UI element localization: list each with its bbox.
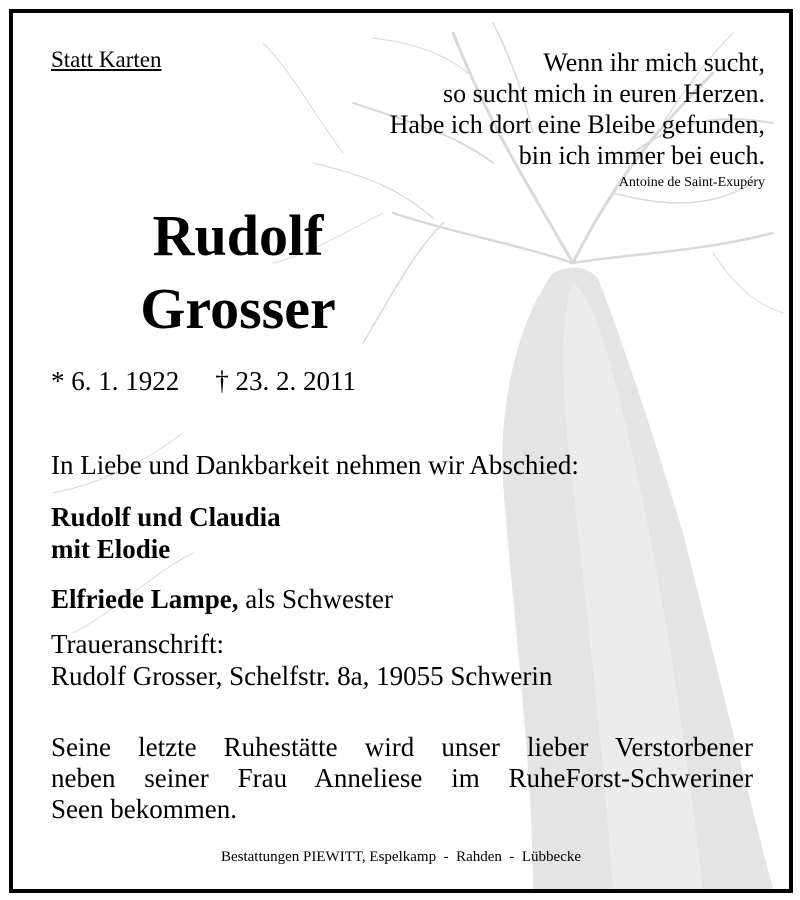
resting-place-line: Seine letzte Ruhestätte wird unser lieber Verstorbener: [51, 732, 753, 762]
birth-date: * 6. 1. 1922: [51, 366, 180, 396]
poem-line: bin ich immer bei euch.: [518, 141, 765, 170]
funeral-home-footer: [13, 849, 789, 866]
notice-label: Statt Karten: [51, 47, 162, 72]
obituary-card: [9, 9, 793, 893]
funeral-home-text: Bestattungen PIEWITT, Espelkamp - Rahden - Lübbecke: [220, 849, 582, 865]
life-dates: [51, 366, 356, 397]
resting-place-text: [51, 732, 753, 825]
poem-line: so sucht mich in euren Herzen.: [442, 79, 765, 108]
farewell-intro: In Liebe und Dankbarkeit nehmen wir Abschied:: [51, 450, 579, 480]
family-line: mit Elodie: [51, 534, 171, 564]
deceased-first-name: Rudolf: [152, 203, 324, 268]
deceased-name: [53, 199, 423, 345]
sister-name: Elfriede Lampe,: [51, 584, 239, 614]
family-line: Rudolf und Claudia: [51, 502, 281, 532]
address-value: Rudolf Grosser, Schelfstr. 8a, 19055 Schwerin: [51, 661, 553, 691]
poem-block: [390, 47, 765, 171]
resting-place-line: Seen bekommen.: [51, 794, 237, 824]
poem-line: Wenn ihr mich sucht,: [543, 48, 765, 77]
mourning-address: [51, 628, 552, 692]
address-label: Traueranschrift:: [51, 629, 224, 659]
poem-line: Habe ich dort eine Bleibe gefunden,: [389, 110, 765, 139]
sister-line: [51, 583, 393, 615]
death-date: † 23. 2. 2011: [215, 366, 356, 396]
sister-relation: als Schwester: [238, 584, 393, 614]
resting-place-line: neben seiner Frau Anneliese im RuheForst-Schweriner: [51, 763, 753, 793]
deceased-last-name: Grosser: [140, 276, 336, 341]
poem-author: Antoine de Saint-Exupéry: [618, 175, 765, 190]
